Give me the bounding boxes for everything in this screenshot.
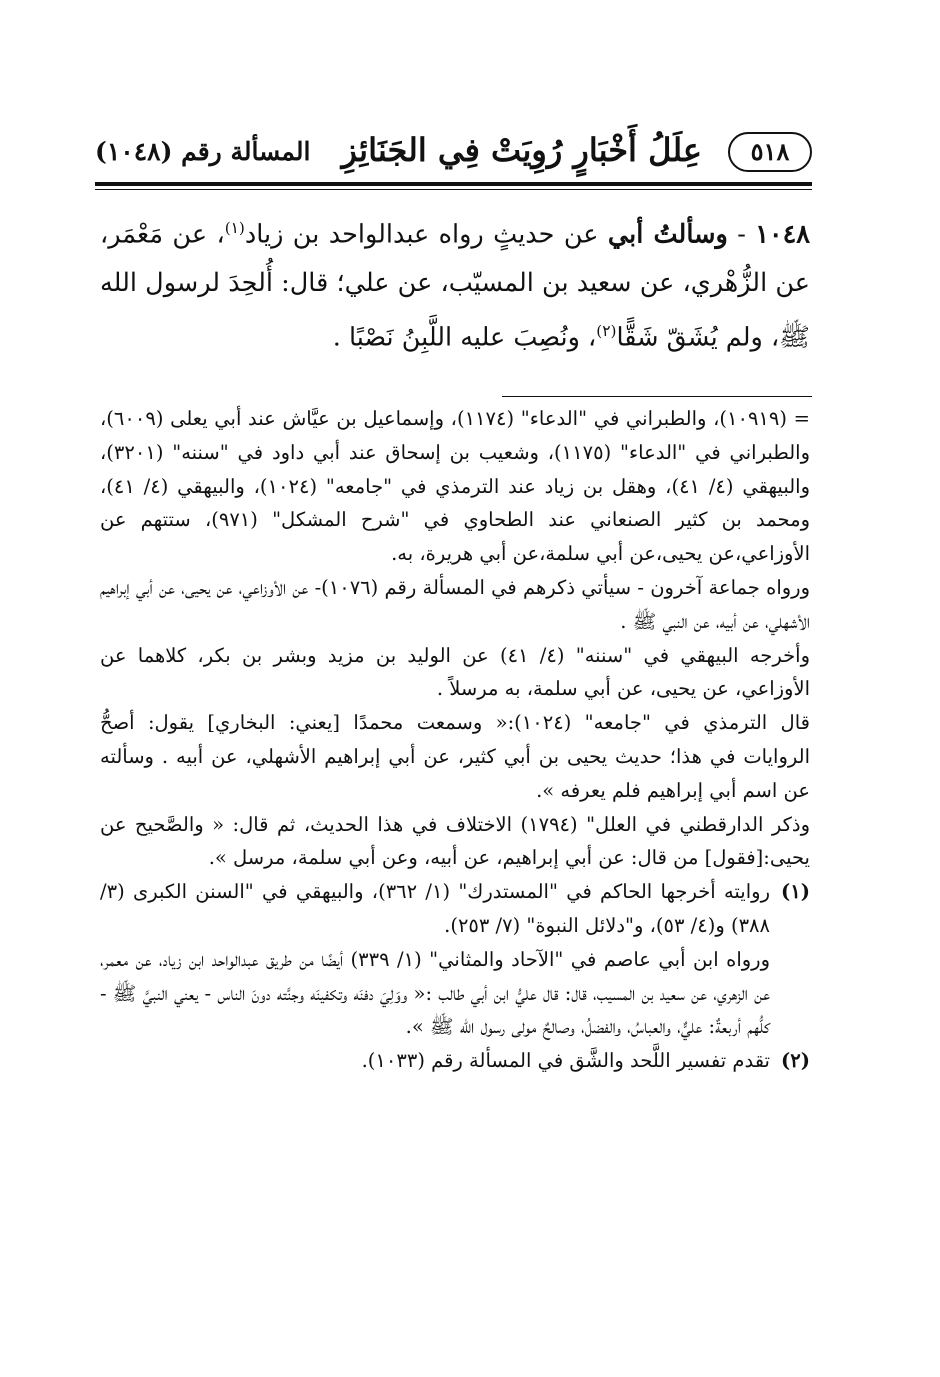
footnote-2: [100, 1044, 810, 1078]
footnote-1-continuation: ورواه ابن أبي عاصم في "الآحاد والمثاني" (١/ ٣٣٩) أيضًا من طريق عبدالواحد ابن زياد، عن معمر، عن الزهري، عن سعيد بن المسيب، قال: قال عليُّ ابن أبي طالب :« ووَلِيَ دفنَه وتكفينَه وجنَّته دونَ الناس - يعني النبيَّ ﷺ - كلُّهم أربعةٌ: عليٌّ، والعباسُ، والفضلُ، وصالحٌ مولى رسول الله ﷺ ».: [100, 947, 770, 1039]
issue-label: المسألة رقم (١٠٤٨): [95, 137, 311, 166]
footnote-1: [100, 875, 810, 943]
header-rule-thick: [95, 182, 812, 186]
note-paragraph: وذكر الدارقطني في العلل" (١٧٩٤) الاختلاف في هذا الحديث، ثم قال: « والصَّحيح عن يحيى:[فقول] من قال: عن أبي إبراهيم، عن أبيه، وعن أبي سلمة، مرسل ».: [100, 812, 811, 870]
footnote-ref-1: (١): [224, 219, 245, 237]
note-paragraph: ورواه جماعة آخرون - سيأتي ذكرهم في المسألة رقم (١٠٧٦)- عن الأوزاعي، عن يحيى، عن أبي إبراهيم الأشهلي، عن أبيه، عن النبي ﷺ .: [100, 575, 810, 633]
dash: -: [727, 219, 756, 250]
header-rule-thin: [95, 189, 812, 190]
running-title: عِلَلُ أَخْبَارٍ رُوِيَتْ فِي الجَنَائِزِ: [341, 131, 702, 169]
page-header: [95, 128, 812, 178]
footnote-2-marker: (٢): [781, 1049, 810, 1073]
question-lead: وسألتُ أبي: [607, 219, 728, 250]
main-text-part-2: ، عن مَعْمَر، عن الزُّهْري، عن سعيد بن المسيّب، عن علي؛ قال: أُلحِدَ لرسول الله ﷺ، ولم يُشَقّ شَقًّا: [100, 219, 810, 352]
note-paragraph: = (١٠٩١٩)، والطبراني في "الدعاء" (١١٧٤)، وإسماعيل بن عيَّاش عند أبي يعلى (٦٠٠٩)، والطبراني في "الدعاء" (١١٧٥)، وشعيب بن إسحاق عند أبي داود في "سننه" (٣٢٠١)، والبيهقي (٤/ ٤١)، وهقل بن زياد عند الترمذي في "جامعه" (١٠٢٤)، والبيهقي (٤/ ٤١)، ومحمد بن كثير الصنعاني عند الطحاوي في "شرح المشكل" (٩٧١)، ستتهم عن الأوزاعي،عن يحيى،عن أبي سلمة،عن أبي هريرة، به.: [100, 407, 810, 566]
footnotes: [100, 402, 810, 1078]
footnote-1-text: روايته أخرجها الحاكم في "المستدرك" (١/ ٣٦٢)، والبيهقي في "السنن الكبرى (٣/ ٣٨٨) و(٤/ ٥٣)، و"دلائل النبوة" (٧/ ٢٥٣).: [100, 880, 770, 937]
note-paragraph: قال الترمذي في "جامعه" (١٠٢٤):« وسمعت محمدًا [يعني: البخاري] يقول: أصحُّ الروايات في هذا؛ حديث يحيى بن أبي كثير، عن أبي إبراهيم الأشهلي، عن أبيه . وسألته عن اسم أبي إبراهيم فلم يعرفه ».: [100, 711, 810, 802]
main-text-part-1: عن حديثٍ رواه عبدالواحد بن زياد: [244, 219, 608, 250]
footnote-ref-2: (٢): [596, 321, 617, 340]
main-text: [100, 204, 810, 361]
footnote-1-marker: (١): [781, 880, 810, 904]
issue-number: ١٠٤٨: [755, 219, 811, 250]
main-text-part-3: ، ونُصِبَ عليه اللَّبِنُ نَصْبًا .: [332, 322, 597, 352]
footnote-2-text: تقدم تفسير اللَّحد والشَّق في المسألة رقم (١٠٣٣).: [361, 1049, 770, 1073]
page-number: ٥١٨: [728, 132, 812, 172]
note-paragraph: وأخرجه البيهقي في "سننه" (٤/ ٤١) عن الوليد بن مزيد وبشر بن بكر، كلاهما عن الأوزاعي، عن يحيى، عن أبي سلمة، به مرسلاً .: [100, 643, 810, 701]
footnote-separator: [502, 396, 812, 397]
